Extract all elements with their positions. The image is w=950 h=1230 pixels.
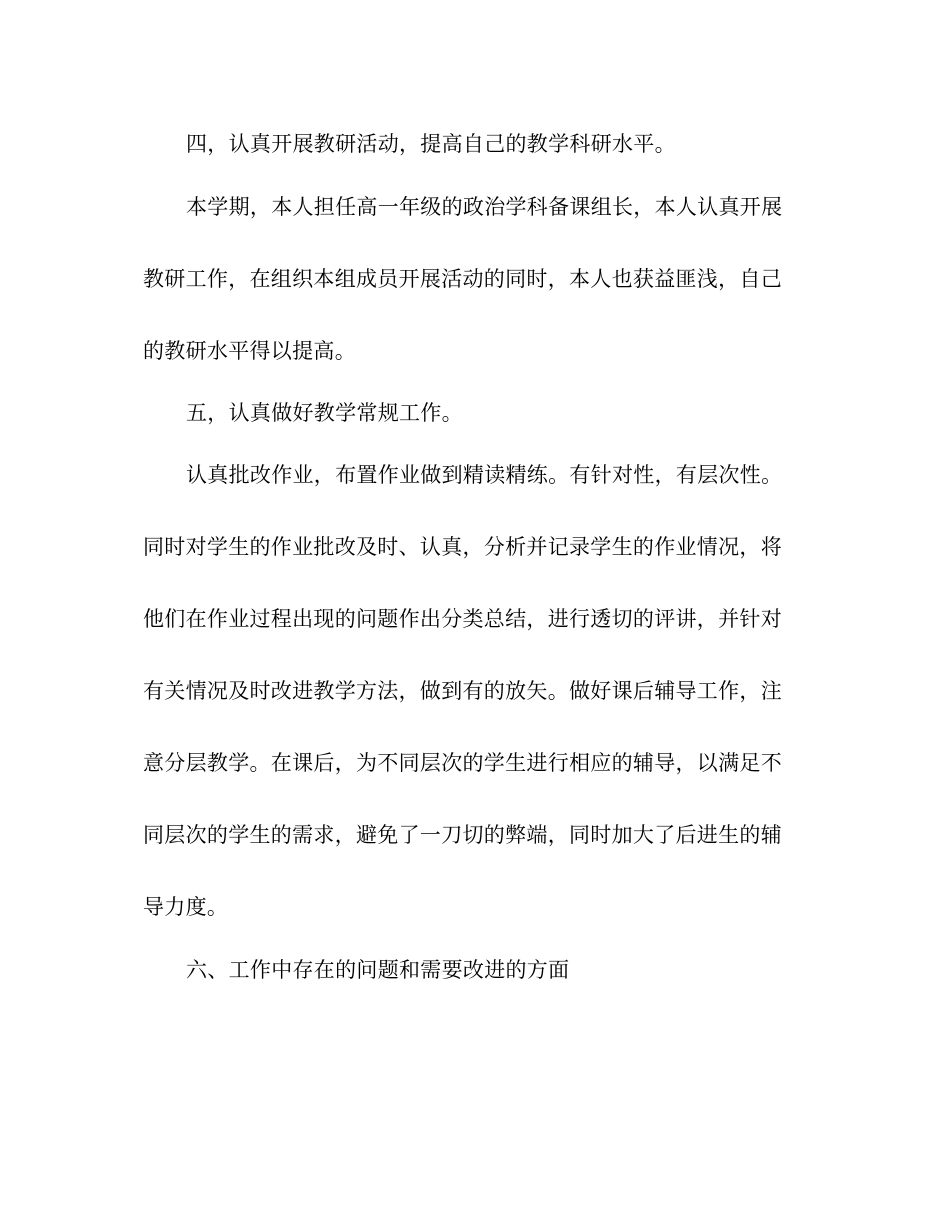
section-heading-5: 五，认真做好教学常规工作。: [186, 401, 463, 425]
section-heading-4: 四，认真开展教研活动，提高自己的教学科研水平。: [186, 132, 676, 156]
section-heading-6: 六、工作中存在的问题和需要改进的方面: [186, 958, 570, 982]
paragraph-line: 意分层教学。在课后，为不同层次的学生进行相应的辅导，以满足不: [143, 751, 782, 775]
paragraph-line: 本学期，本人担任高一年级的政治学科备课组长，本人认真开展: [186, 195, 783, 219]
paragraph-line: 同时对学生的作业批改及时、认真，分析并记录学生的作业情况，将: [143, 535, 782, 559]
paragraph-line: 认真批改作业，布置作业做到精读精练。有针对性，有层次性。: [186, 463, 783, 487]
paragraph-line: 有关情况及时改进教学方法，做到有的放矢。做好课后辅导工作，注: [143, 679, 782, 703]
paragraph-line: 同层次的学生的需求，避免了一刀切的弊端，同时加大了后进生的辅: [143, 823, 782, 847]
paragraph-line: 他们在作业过程出现的问题作出分类总结，进行透切的评讲，并针对: [143, 607, 782, 631]
paragraph-line: 导力度。: [143, 895, 229, 919]
paragraph-line: 教研工作，在组织本组成员开展活动的同时，本人也获益匪浅，自己: [143, 267, 782, 291]
paragraph-line: 的教研水平得以提高。: [143, 339, 356, 363]
